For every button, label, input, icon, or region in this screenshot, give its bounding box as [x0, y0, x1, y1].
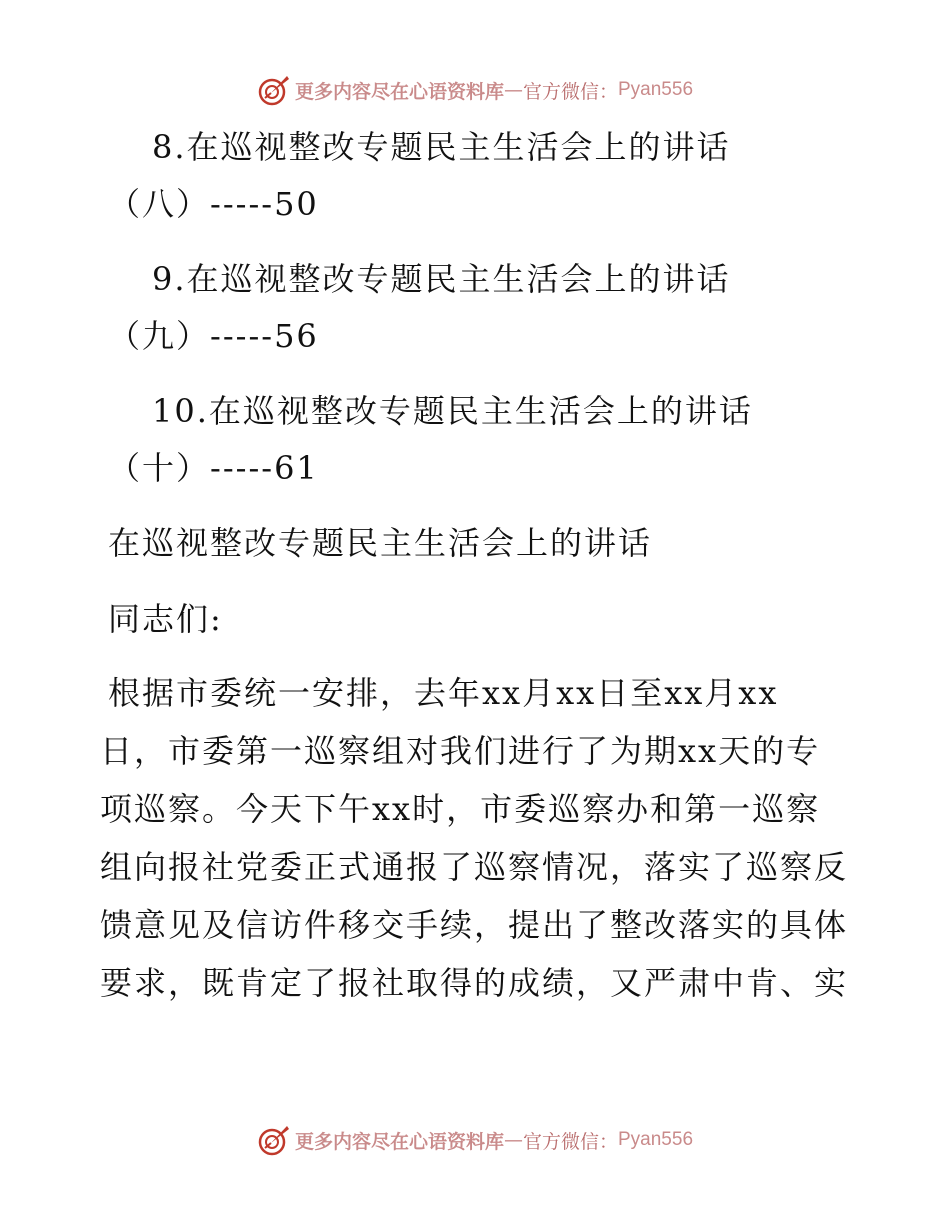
banner-wechat-id: Pyan556 [618, 1129, 694, 1150]
toc-entry-9-suffix: （九）-----56 [108, 317, 319, 355]
toc-entry-10-suffix: （十）-----61 [108, 449, 319, 487]
toc-entry-8-suffix: （八）-----50 [108, 185, 319, 223]
body-line: 要求，既肯定了报社取得的成绩，又严肃中肯、实 [100, 964, 849, 1002]
quill-logo-icon [257, 1123, 291, 1157]
toc-entry-9-title: 9.在巡视整改专题民主生活会上的讲话 [152, 260, 731, 298]
banner-separator: — [503, 1129, 523, 1151]
body-line: 馈意见及信访件移交手续，提出了整改落实的具体 [100, 906, 849, 944]
article-salutation: 同志们: [108, 600, 223, 638]
banner-wechat-id: Pyan556 [618, 79, 694, 100]
footer-watermark-banner [0, 1120, 950, 1160]
toc-entry-10-title: 10.在巡视整改专题民主生活会上的讲话 [152, 392, 753, 430]
banner-main-text: 更多内容尽在心语资料库 [294, 1130, 504, 1153]
toc-entry-8-title: 8.在巡视整改专题民主生活会上的讲话 [152, 128, 731, 166]
banner-wechat-label: 官方微信： [522, 80, 618, 103]
body-line: 组向报社党委正式通报了巡察情况，落实了巡察反 [100, 848, 849, 886]
article-title: 在巡视整改专题民主生活会上的讲话 [108, 524, 653, 562]
body-line: 日，市委第一巡察组对我们进行了为期xx天的专 [100, 732, 821, 770]
banner-main-text: 更多内容尽在心语资料库 [294, 80, 504, 103]
body-line: 根据市委统一安排，去年xx月xx日至xx月xx [108, 674, 779, 712]
banner-wechat-label: 官方微信： [522, 1130, 618, 1153]
body-line: 项巡察。今天下午xx时，市委巡察办和第一巡察 [100, 790, 821, 828]
banner-separator: — [503, 79, 523, 101]
